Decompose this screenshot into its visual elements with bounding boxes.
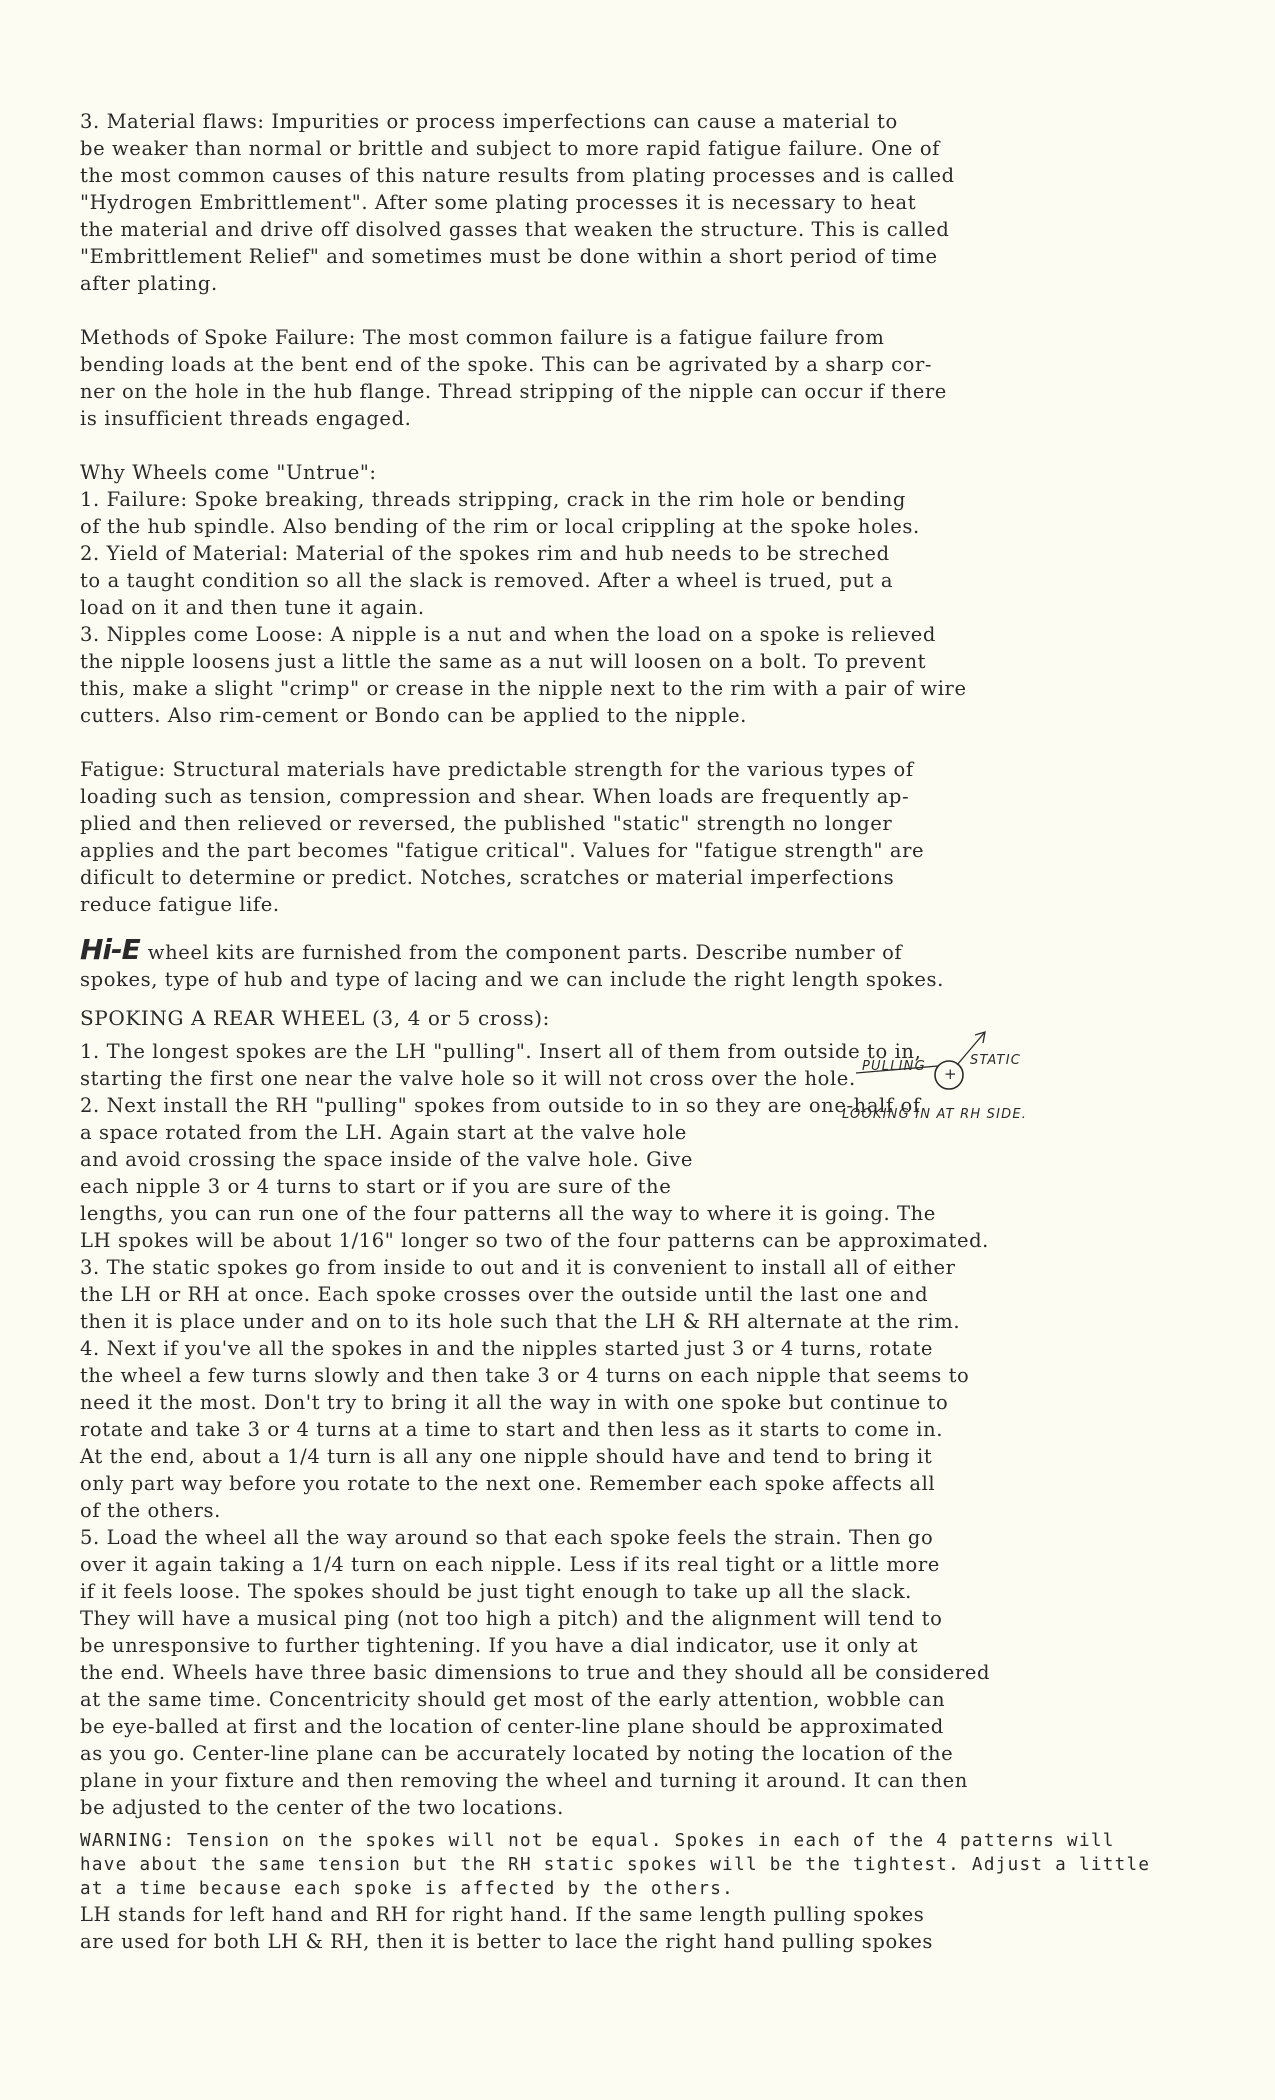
text-line: dificult to determine or predict. Notches, scratches or material imperfections bbox=[80, 866, 895, 889]
text-line: starting the first one near the valve hole so it will not cross over the hole. bbox=[80, 1067, 856, 1090]
text-line: Why Wheels come "Untrue": bbox=[80, 461, 377, 484]
text-line: are used for both LH & RH, then it is better to lace the right hand pulling spokes bbox=[80, 1930, 933, 1953]
text-line: load on it and then tune it again. bbox=[80, 596, 425, 619]
text-line: be adjusted to the center of the two locations. bbox=[80, 1796, 564, 1819]
text-line: after plating. bbox=[80, 272, 218, 295]
paragraph-hie-kits bbox=[80, 933, 1190, 993]
text-line: the end. Wheels have three basic dimensions to true and they should all be considered bbox=[80, 1661, 991, 1684]
text-line: and avoid crossing the space inside of the valve hole. Give bbox=[80, 1148, 693, 1171]
text-line: "Embrittlement Relief" and sometimes must be done within a short period of time bbox=[80, 245, 938, 268]
text-line: 3. The static spokes go from inside to out and it is convenient to install all of either bbox=[80, 1256, 956, 1279]
text-line: be weaker than normal or brittle and subject to more rapid fatigue failure. One of bbox=[80, 137, 940, 160]
text-line: the wheel a few turns slowly and then take 3 or 4 turns on each nipple that seems to bbox=[80, 1364, 970, 1387]
text-line: 1. Failure: Spoke breaking, threads stripping, crack in the rim hole or bending bbox=[80, 488, 906, 511]
text-line: 3. Material flaws: Impurities or process imperfections can cause a material to bbox=[80, 110, 898, 133]
text-line: plane in your fixture and then removing the wheel and turning it around. It can then bbox=[80, 1769, 968, 1792]
text-line: lengths, you can run one of the four patterns all the way to where it is going. The bbox=[80, 1202, 936, 1225]
text-line: the material and drive off disolved gasses that weaken the structure. This is called bbox=[80, 218, 950, 241]
paragraph-closing bbox=[80, 1901, 1190, 1955]
text-line: At the end, about a 1/4 turn is all any one nipple should have and tend to bring it bbox=[80, 1445, 933, 1468]
text-line: as you go. Center-line plane can be accurately located by noting the location of the bbox=[80, 1742, 954, 1765]
text-line: if it feels loose. The spokes should be just tight enough to take up all the slack. bbox=[80, 1580, 912, 1603]
text-line: need it the most. Don't try to bring it all the way in with one spoke but continue to bbox=[80, 1391, 949, 1414]
text-line: 2. Yield of Material: Material of the spokes rim and hub needs to be streched bbox=[80, 542, 890, 565]
text-line: 3. Nipples come Loose: A nipple is a nut and when the load on a spoke is relieved bbox=[80, 623, 937, 646]
paragraph-fatigue bbox=[80, 756, 1190, 918]
text-line: be unresponsive to further tightening. If you have a dial indicator, use it only at bbox=[80, 1634, 919, 1657]
text-line bbox=[80, 933, 1190, 966]
text-line: "Hydrogen Embrittlement". After some plating processes it is necessary to heat bbox=[80, 191, 917, 214]
paragraph-untrue bbox=[80, 459, 1190, 729]
text-line: loading such as tension, compression and shear. When loads are frequently ap- bbox=[80, 785, 910, 808]
text-line: a space rotated from the LH. Again start at the valve hole bbox=[80, 1121, 687, 1144]
text-line: this, make a slight "crimp" or crease in the nipple next to the rim with a pair of wire bbox=[80, 677, 967, 700]
text-line: the nipple loosens just a little the same as a nut will loosen on a bolt. To prevent bbox=[80, 650, 927, 673]
paragraph-methods-of-failure bbox=[80, 324, 1190, 432]
paragraph-spoking bbox=[80, 1038, 1190, 1821]
text-line: to a taught condition so all the slack is removed. After a wheel is trued, put a bbox=[80, 569, 894, 592]
text-line: of the hub spindle. Also bending of the rim or local crippling at the spoke holes. bbox=[80, 515, 920, 538]
text-line: plied and then relieved or reversed, the published "static" strength no longer bbox=[80, 812, 893, 835]
text-line: each nipple 3 or 4 turns to start or if you are sure of the bbox=[80, 1175, 672, 1198]
pulling-label: PULLING bbox=[862, 1059, 926, 1074]
text-line: 4. Next if you've all the spokes in and the nipples started just 3 or 4 turns, rotate bbox=[80, 1337, 934, 1360]
diagram-caption: LOOKING IN AT RH SIDE. bbox=[842, 1107, 1028, 1122]
text-line: is insufficient threads engaged. bbox=[80, 407, 412, 430]
text-line: LH stands for left hand and RH for right hand. If the same length pulling spokes bbox=[80, 1903, 925, 1926]
text-line: cutters. Also rim-cement or Bondo can be applied to the nipple. bbox=[80, 704, 747, 727]
text-line: ner on the hole in the hub flange. Thread stripping of the nipple can occur if there bbox=[80, 380, 947, 403]
paragraph-material-flaws bbox=[80, 108, 1190, 297]
text-line: 2. Next install the RH "pulling" spokes from outside to in so they are one-half of bbox=[80, 1094, 921, 1117]
text-line: bending loads at the bent end of the spoke. This can be agrivated by a sharp cor- bbox=[80, 353, 933, 376]
text-line: WARNING: Tension on the spokes will not be equal. Spokes in each of the 4 patterns will bbox=[80, 1831, 1115, 1851]
hie-logo: Hi-E bbox=[80, 933, 140, 966]
text-line: rotate and take 3 or 4 turns at a time to start and then less as it starts to come in. bbox=[80, 1418, 944, 1441]
text-line: They will have a musical ping (not too high a pitch) and the alignment will tend to bbox=[80, 1607, 943, 1630]
hub-plus-icon: + bbox=[944, 1065, 958, 1083]
text-line: applies and the part becomes "fatigue critical". Values for "fatigue strength" are bbox=[80, 839, 925, 862]
text-line: spokes, type of hub and type of lacing and we can include the right length spokes. bbox=[80, 968, 944, 991]
text-line: Fatigue: Structural materials have predictable strength for the various types of bbox=[80, 758, 914, 781]
hie-line-text: wheel kits are furnished from the component parts. Describe number of bbox=[147, 941, 903, 964]
text-line: at a time because each spoke is affected by the others. bbox=[80, 1879, 735, 1899]
warning-block bbox=[80, 1829, 1190, 1901]
spoke-direction-diagram bbox=[770, 1015, 1030, 1125]
text-line: reduce fatigue life. bbox=[80, 893, 280, 916]
text-line: Methods of Spoke Failure: The most common failure is a fatigue failure from bbox=[80, 326, 885, 349]
static-label: STATIC bbox=[970, 1053, 1021, 1068]
text-line: at the same time. Concentricity should get most of the early attention, wobble can bbox=[80, 1688, 946, 1711]
text-line: be eye-balled at first and the location of center-line plane should be approximated bbox=[80, 1715, 944, 1738]
text-line: the LH or RH at once. Each spoke crosses over the outside until the last one and bbox=[80, 1283, 929, 1306]
text-line: only part way before you rotate to the next one. Remember each spoke affects all bbox=[80, 1472, 936, 1495]
text-line: of the others. bbox=[80, 1499, 221, 1522]
text-line: 1. The longest spokes are the LH "pulling". Insert all of them from outside to in, bbox=[80, 1040, 922, 1063]
text-line: over it again taking a 1/4 turn on each nipple. Less if its real tight or a little more bbox=[80, 1553, 940, 1576]
text-line: then it is place under and on to its hole such that the LH & RH alternate at the rim. bbox=[80, 1310, 961, 1333]
section-heading: SPOKING A REAR WHEEL (3, 4 or 5 cross): bbox=[80, 1006, 551, 1030]
text-line: 5. Load the wheel all the way around so that each spoke feels the strain. Then go bbox=[80, 1526, 934, 1549]
text-line: the most common causes of this nature results from plating processes and is called bbox=[80, 164, 955, 187]
text-line: have about the same tension but the RH static spokes will be the tightest. Adjust a little bbox=[80, 1855, 1151, 1875]
text-line: LH spokes will be about 1/16" longer so two of the four patterns can be approximated. bbox=[80, 1229, 989, 1252]
